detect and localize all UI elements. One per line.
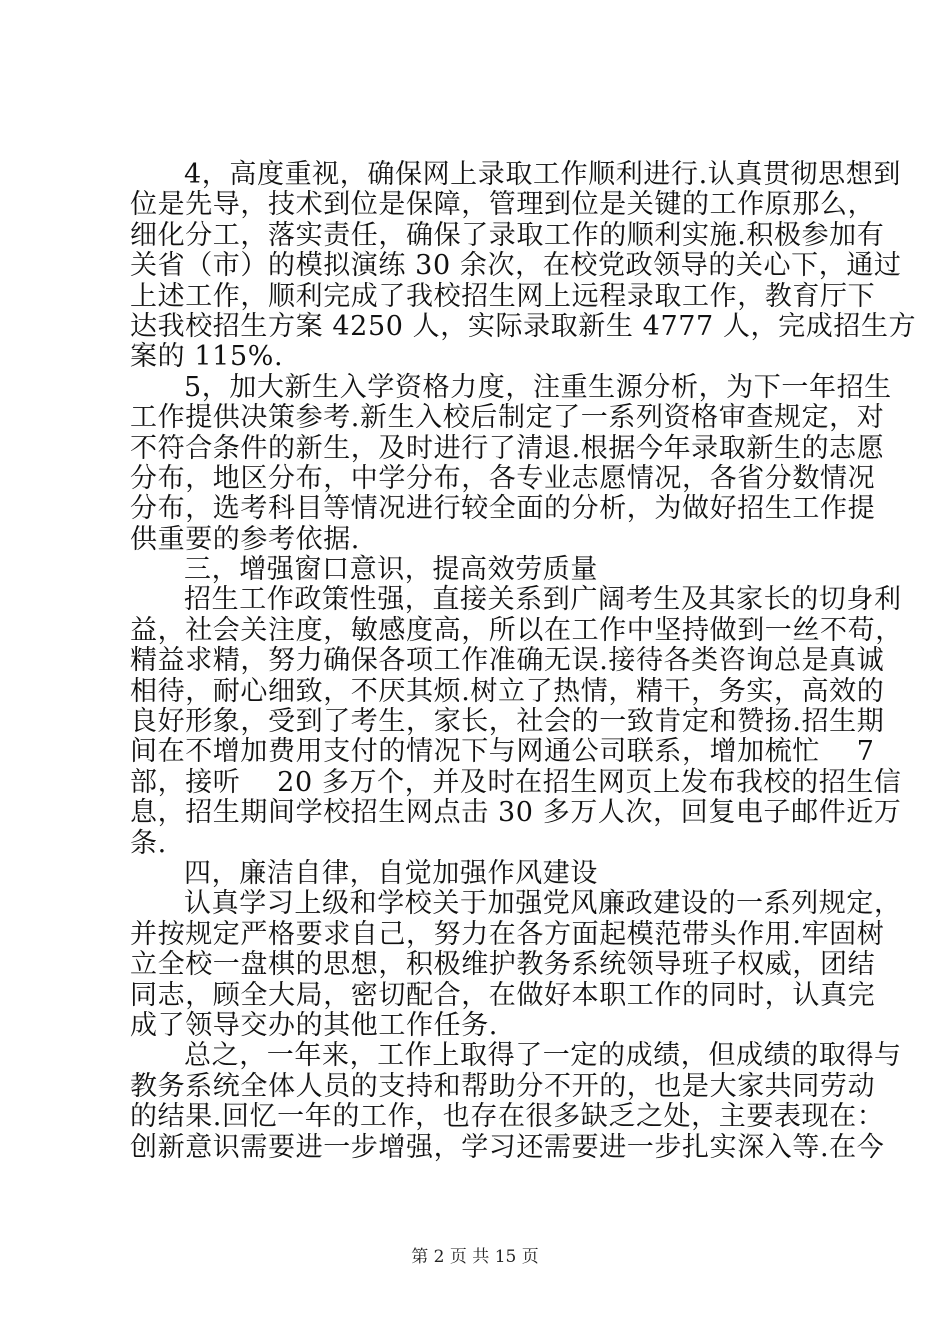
- text-line: 4，高度重视，确保网上录取工作顺利进行.认真贯彻思想到: [184, 159, 901, 190]
- text-line: 同志，顾全大局，密切配合，在做好本职工作的同时，认真完: [130, 979, 876, 1011]
- paragraph: [130, 1040, 902, 1163]
- text-line: 位是先导，技术到位是保障，管理到位是关键的工作原那么，: [130, 189, 876, 221]
- section-heading: [130, 859, 832, 889]
- text-line: 条.: [130, 827, 167, 859]
- text-line: 相待，耐心细致，不厌其烦.树立了热情，精干，务实，高效的: [130, 675, 885, 707]
- text-line: 不符合条件的新生，及时进行了清退.根据今年录取新生的志愿: [130, 432, 885, 464]
- text-line: 息，招生期间学校招生网点击 30 多万人次，回复电子邮件近万: [130, 797, 902, 829]
- text-line: 的结果.回忆一年的工作，也存在很多缺乏之处，主要表现在：: [130, 1101, 885, 1133]
- text-line: 总之，一年来，工作上取得了一定的成绩，但成绩的取得与: [184, 1040, 902, 1072]
- paragraph: [130, 888, 902, 1041]
- text-line: 部，接听 20 多万个，并及时在招生网页上发布我校的招生信: [130, 766, 902, 798]
- text-line: 教务系统全体人员的支持和帮助分不开的，也是大家共同劳动: [130, 1070, 876, 1102]
- text-line: 分布，地区分布，中学分布，各专业志愿情况，各省分数情况: [130, 462, 876, 494]
- text-line: 精益求精，努力确保各项工作准确无误.接待各类咨询总是真诚: [130, 645, 885, 677]
- text-line: 分布，选考科目等情况进行较全面的分析，为做好招生工作提: [130, 493, 876, 525]
- text-line: 招生工作政策性强，直接关系到广阔考生及其家长的切身利: [184, 584, 902, 616]
- text-line: 三，增强窗口意识，提高效劳质量: [184, 554, 598, 586]
- document-page: [130, 159, 917, 1163]
- text-line: 间在不增加费用支付的情况下与网通公司联系，增加梳忙 7: [130, 736, 875, 768]
- page-footer: [0, 1242, 950, 1267]
- text-line: 并按规定严格要求自己，努力在各方面起模范带头作用.牢固树: [130, 918, 885, 950]
- text-line: 良好形象，受到了考生，家长，社会的一致肯定和赞扬.招生期: [130, 706, 885, 738]
- text-line: 5，加大新生入学资格力度，注重生源分析，为下一年招生: [184, 371, 892, 403]
- text-line: 益，社会关注度，敏感度高，所以在工作中坚持做到一丝不苟，: [130, 614, 903, 646]
- text-line: 四，廉洁自律，自觉加强作风建设: [184, 857, 598, 889]
- text-line: 成了领导交办的其他工作任务.: [130, 1009, 498, 1041]
- text-line: 关省（市）的模拟演练 30 余次，在校党政领导的关心下，通过: [130, 250, 902, 282]
- paragraph: [130, 584, 903, 859]
- section-heading: [130, 555, 832, 585]
- text-line: 供重要的参考依据.: [130, 523, 360, 555]
- text-line: 认真学习上级和学校关于加强党风廉政建设的一系列规定，: [184, 888, 902, 920]
- paragraph: [130, 371, 892, 555]
- text-line: 创新意识需要进一步增强，学习还需要进一步扎实深入等.在今: [130, 1131, 885, 1163]
- text-line: 工作提供决策参考.新生入校后制定了一系列资格审查规定，对: [130, 402, 885, 434]
- text-line: 上述工作，顺利完成了我校招生网上远程录取工作，教育厅下: [130, 280, 876, 312]
- text-line: 立全校一盘棋的思想，积极维护教务系统领导班子权威，团结: [130, 949, 876, 981]
- text-line: 细化分工，落实责任，确保了录取工作的顺利实施.积极参加有: [130, 219, 885, 251]
- text-line: 案的 115%.: [130, 341, 284, 373]
- page-number-label: 第 2 页 共 15 页: [411, 1247, 539, 1267]
- paragraph: [130, 159, 917, 373]
- text-line: 达我校招生方案 4250 人，实际录取新生 4777 人，完成招生方: [130, 310, 917, 342]
